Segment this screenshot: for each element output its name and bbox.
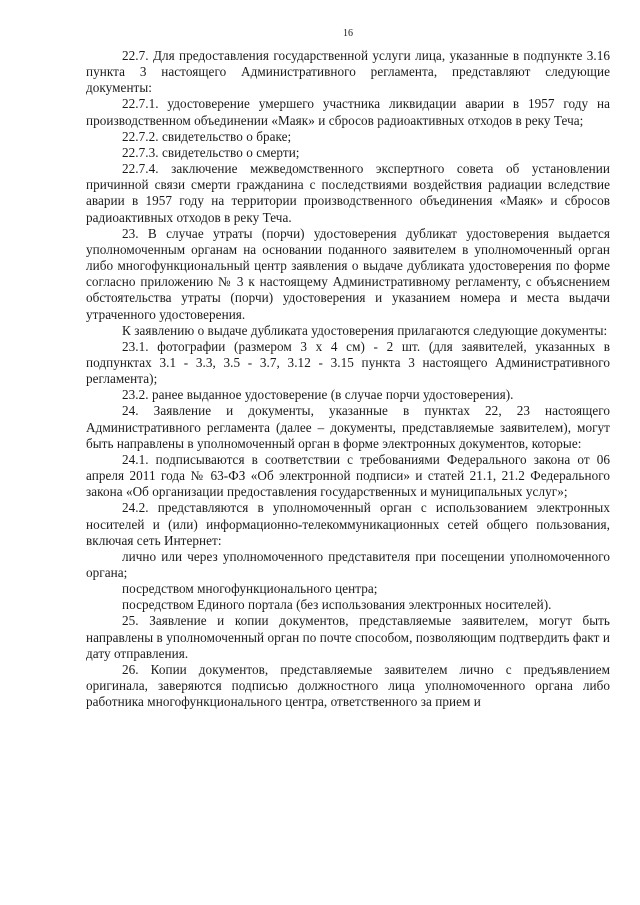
page-number: 16 (343, 28, 353, 39)
paragraph-24-1: 24.1. подписываются в соответствии с требованиями Федерального закона от 06 апреля 2011 года № 63-ФЗ «Об электронной подписи» и статей 21.1, 21.2 Федерального закона «Об организации предоставления государственных и муниципальных услуг»; (86, 451, 610, 500)
paragraph-23: 23. В случае утраты (порчи) удостоверения дубликат удостоверения выдается уполномоченным органам на основании поданного заявителем в уполномоченный орган либо многофункциональный центр заявления о выдаче дубликата удостоверения по форме согласно приложению № 3 к настоящему Административному регламенту, с объяснением обстоятельства утраты (порчи) удостоверения и указанием номера и места выдачи утраченного удостоверения. (86, 225, 610, 322)
paragraph-26: 26. Копии документов, представляемые заявителем лично с предъявлением оригинала, заверяются подписью должностного лица уполномоченного органа либо работника многофункционального центра, ответственного за прием и (86, 661, 610, 710)
paragraph-25: 25. Заявление и копии документов, представляемые заявителем, могут быть направлены в уполномоченный орган по почте способом, позволяющим подтвердить факт и дату отправления. (86, 613, 610, 661)
paragraph-24: 24. Заявление и документы, указанные в пунктах 22, 23 настоящего Административного регламента (далее – документы, представляемые заявителем), могут быть направлены в уполномоченный орган в форме электронных документов, которые: (86, 403, 610, 451)
paragraph-22-7: 22.7. Для предоставления государственной услуги лица, указанные в подпункте 3.16 пункта 3 настоящего Административного регламента, представляют следующие документы: (86, 48, 610, 96)
paragraph-23-1: 23.1. фотографии (размером 3 х 4 см) - 2 шт. (для заявителей, указанных в подпунктах 3.1 - 3.3, 3.5 - 3.7, 3.12 - 3.15 пункта 3 настоящего Административного регламента); (86, 338, 610, 387)
paragraph-23-intro: К заявлению о выдаче дубликата удостоверения прилагаются следующие документы: (122, 322, 608, 338)
paragraph-22-7-2: 22.7.2. свидетельство о браке; (122, 128, 292, 144)
paragraph-24-2-option-3: посредством Единого портала (без использования электронных носителей). (122, 597, 552, 613)
paragraph-22-7-1: 22.7.1. удостоверение умершего участника ликвидации аварии в 1957 году на производственном объединении «Маяк» и сбросов радиоактивных отходов в реку Теча; (86, 96, 610, 128)
paragraph-22-7-4: 22.7.4. заключение межведомственного экспертного совета об установлении причинной связи смерти гражданина с последствиями воздействия радиации вследствие аварии в 1957 году на территории производственного объединения «Маяк» и сбросов радиоактивных отходов в реку Теча. (86, 161, 610, 225)
paragraph-23-2: 23.2. ранее выданное удостоверение (в случае порчи удостоверения). (122, 387, 514, 403)
paragraph-24-2-option-2: посредством многофункционального центра; (122, 581, 378, 597)
paragraph-22-7-3: 22.7.3. свидетельство о смерти; (122, 144, 300, 160)
paragraph-24-2: 24.2. представляются в уполномоченный орган с использованием электронных носителей и (или) информационно-телекоммуникационных сетей общего пользования, включая сеть Интернет: (86, 500, 610, 548)
paragraph-24-2-option-1: лично или через уполномоченного представителя при посещении уполномоченного органа; (86, 548, 610, 580)
